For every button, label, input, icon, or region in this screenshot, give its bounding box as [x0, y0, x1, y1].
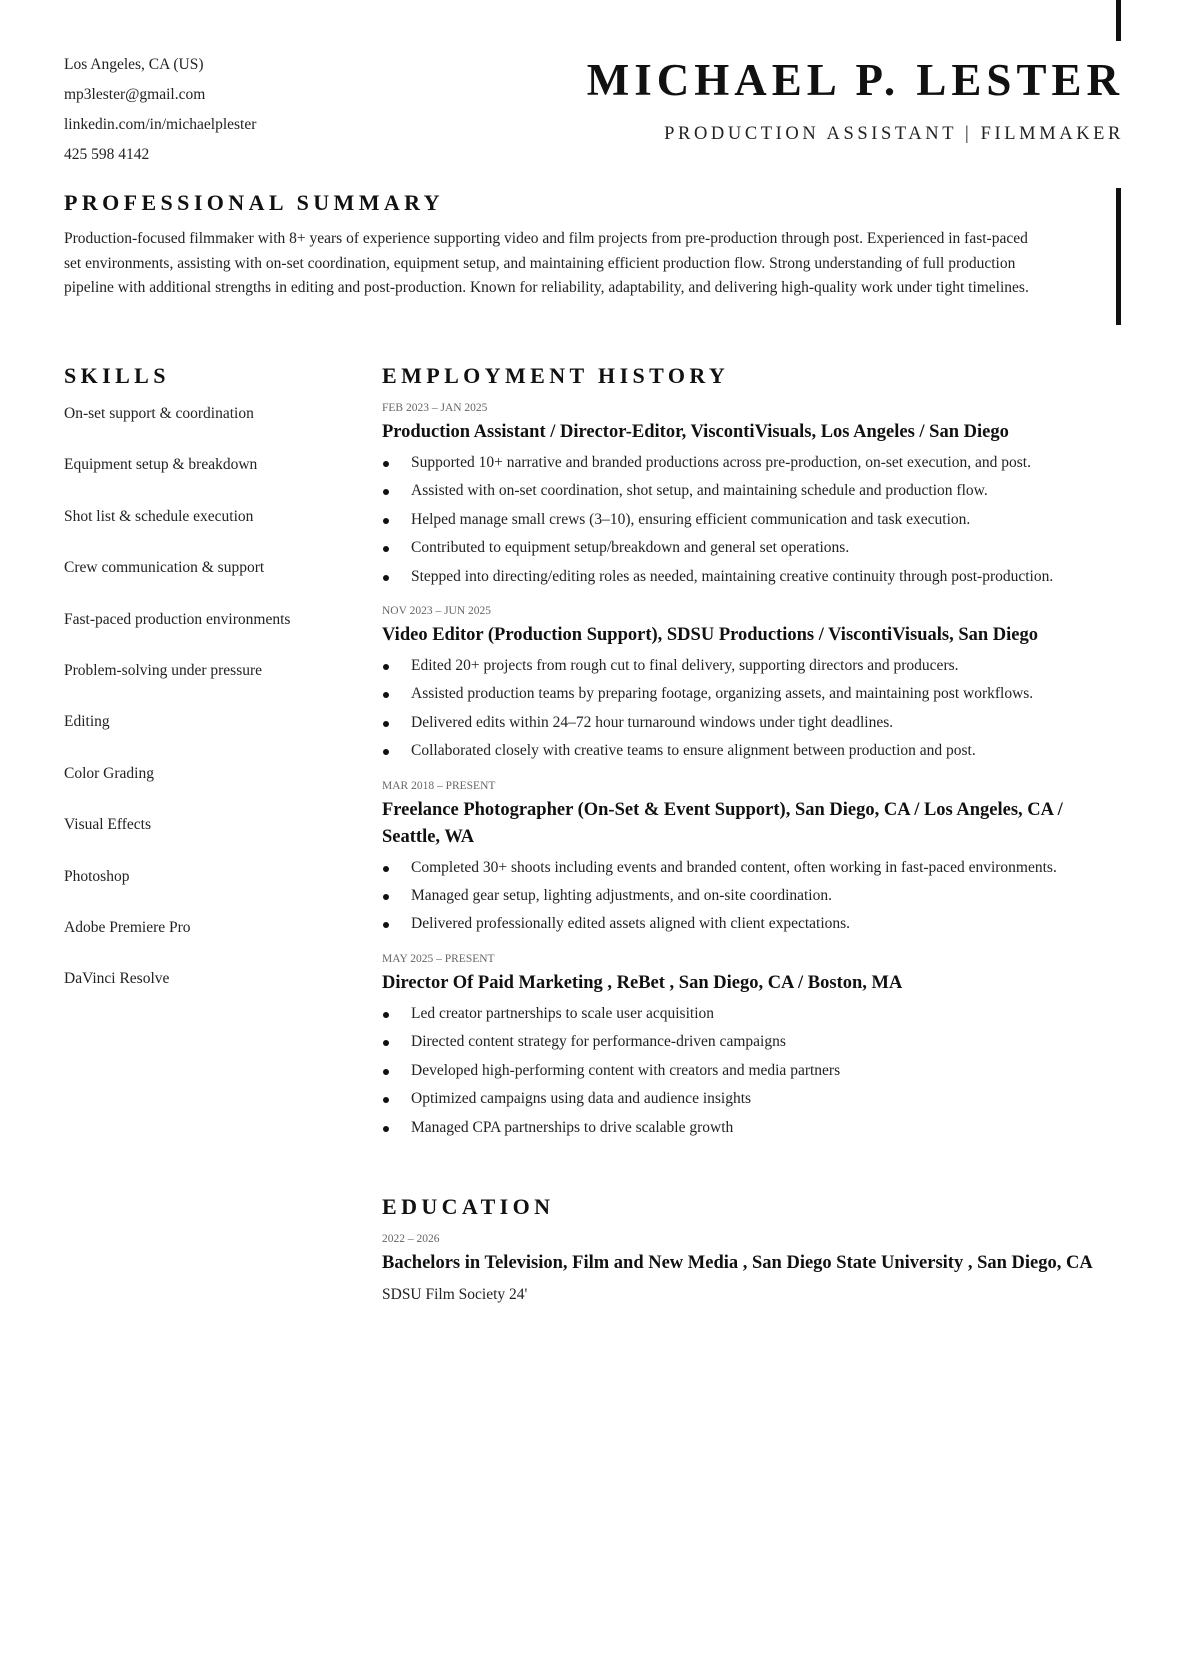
- job-entry: [382, 400, 1102, 591]
- skill-item: Crew communication & support: [64, 559, 265, 577]
- accent-bar-side: [1116, 188, 1121, 325]
- accent-bar-top: [1116, 0, 1121, 41]
- candidate-name: MICHAEL P. LESTER: [586, 55, 1124, 105]
- job-dates: NOV 2023 – JUN 2025: [382, 605, 492, 618]
- summary-heading: PROFESSIONAL SUMMARY: [64, 190, 444, 215]
- skill-item: Equipment setup & breakdown: [64, 456, 258, 474]
- job-bullets: [382, 1000, 1102, 1142]
- job-bullet: Assisted production teams by preparing footage, organizing assets, and maintaining post workflows.: [382, 680, 1102, 708]
- job-title: Freelance Photographer (On-Set & Event Support), San Diego, CA / Los Angeles, CA / Seattle, WA: [382, 799, 1063, 847]
- job-bullet: Optimized campaigns using data and audience insights: [382, 1085, 1102, 1113]
- job-bullet: Edited 20+ projects from rough cut to final delivery, supporting directors and producers.: [382, 652, 1102, 680]
- skills-list: [64, 402, 364, 1019]
- job-bullet: Assisted with on-set coordination, shot setup, and maintaining schedule and production flow.: [382, 477, 1102, 505]
- employment-heading: EMPLOYMENT HISTORY: [382, 363, 730, 388]
- job-entry: [382, 951, 1102, 1142]
- education-note: SDSU Film Society 24': [382, 1286, 528, 1303]
- professional-summary-section: [64, 189, 1064, 301]
- job-bullet: Stepped into directing/editing roles as needed, maintaining creative continuity through post-production.: [382, 563, 1102, 591]
- job-bullet: Helped manage small crews (3–10), ensuring efficient communication and task execution.: [382, 506, 1102, 534]
- job-entry: [382, 778, 1102, 939]
- skill-item: Photoshop: [64, 867, 130, 885]
- job-dates: FEB 2023 – JAN 2025: [382, 402, 488, 414]
- job-bullets: [382, 449, 1102, 591]
- skill-item: DaVinci Resolve: [64, 970, 170, 988]
- job-bullet: Completed 30+ shoots including events and branded content, often working in fast-paced environments.: [382, 854, 1102, 882]
- job-bullets: [382, 652, 1102, 766]
- job-title: Production Assistant / Director-Editor, ViscontiVisuals, Los Angeles / San Diego: [382, 422, 1009, 442]
- job-bullet: Delivered edits within 24–72 hour turnaround windows under tight deadlines.: [382, 709, 1102, 737]
- contact-phone: 425 598 4142: [64, 146, 150, 163]
- skill-item: Editing: [64, 713, 110, 731]
- contact-email[interactable]: mp3lester@gmail.com: [64, 86, 206, 103]
- skill-item: On-set support & coordination: [64, 405, 254, 422]
- education-title: Bachelors in Television, Film and New Media , San Diego State University , San Diego, CA: [382, 1253, 1093, 1273]
- job-bullet: Delivered professionally edited assets aligned with client expectations.: [382, 910, 1102, 938]
- skill-item: Adobe Premiere Pro: [64, 918, 191, 936]
- skills-section: [64, 362, 364, 1019]
- job-bullet: Directed content strategy for performance-driven campaigns: [382, 1028, 1102, 1056]
- summary-text: Production-focused filmmaker with 8+ years of experience supporting video and film projects from pre-production through post. Experienced in fast-paced set environments, assisting with on-set coordination, equipment setup, and maintaining efficient production flow. Strong understanding of full production pipeline with additional strengths in editing and post-production. Known for reliability, adaptability, and delivering high-quality work under tight timelines.: [64, 230, 1029, 296]
- job-dates: MAR 2018 – PRESENT: [382, 779, 496, 792]
- skill-item: Color Grading: [64, 764, 154, 782]
- candidate-subtitle: PRODUCTION ASSISTANT | FILMMAKER: [664, 124, 1124, 144]
- job-bullet: Supported 10+ narrative and branded productions across pre-production, on-set execution, and post.: [382, 449, 1102, 477]
- contact-location: Los Angeles, CA (US): [64, 56, 204, 73]
- skill-item: Shot list & schedule execution: [64, 507, 254, 525]
- job-dates: MAY 2025 – PRESENT: [382, 952, 495, 965]
- contact-linkedin[interactable]: linkedin.com/in/michaelplester: [64, 116, 257, 133]
- job-bullets: [382, 854, 1102, 939]
- education-dates: 2022 – 2026: [382, 1233, 440, 1245]
- skills-heading: SKILLS: [64, 363, 170, 388]
- job-bullet: Contributed to equipment setup/breakdown and general set operations.: [382, 534, 1102, 562]
- contact-info: [64, 53, 256, 173]
- job-bullet: Managed CPA partnerships to drive scalable growth: [382, 1114, 1102, 1142]
- job-bullet: Managed gear setup, lighting adjustments, and on-site coordination.: [382, 882, 1102, 910]
- skill-item: Visual Effects: [64, 816, 152, 834]
- education-heading: EDUCATION: [382, 1194, 555, 1219]
- job-bullet: Collaborated closely with creative teams to ensure alignment between production and post.: [382, 737, 1102, 765]
- employment-history-section: [382, 362, 1102, 1142]
- skill-item: Fast-paced production environments: [64, 610, 291, 628]
- job-title: Director Of Paid Marketing , ReBet , San Diego, CA / Boston, MA: [382, 972, 903, 993]
- education-section: [382, 1193, 1122, 1307]
- job-entry: [382, 603, 1102, 766]
- job-bullet: Led creator partnerships to scale user acquisition: [382, 1000, 1102, 1028]
- skill-item: Problem-solving under pressure: [64, 661, 263, 679]
- job-title: Video Editor (Production Support), SDSU Productions / ViscontiVisuals, San Diego: [382, 625, 1039, 646]
- job-bullet: Developed high-performing content with creators and media partners: [382, 1057, 1102, 1085]
